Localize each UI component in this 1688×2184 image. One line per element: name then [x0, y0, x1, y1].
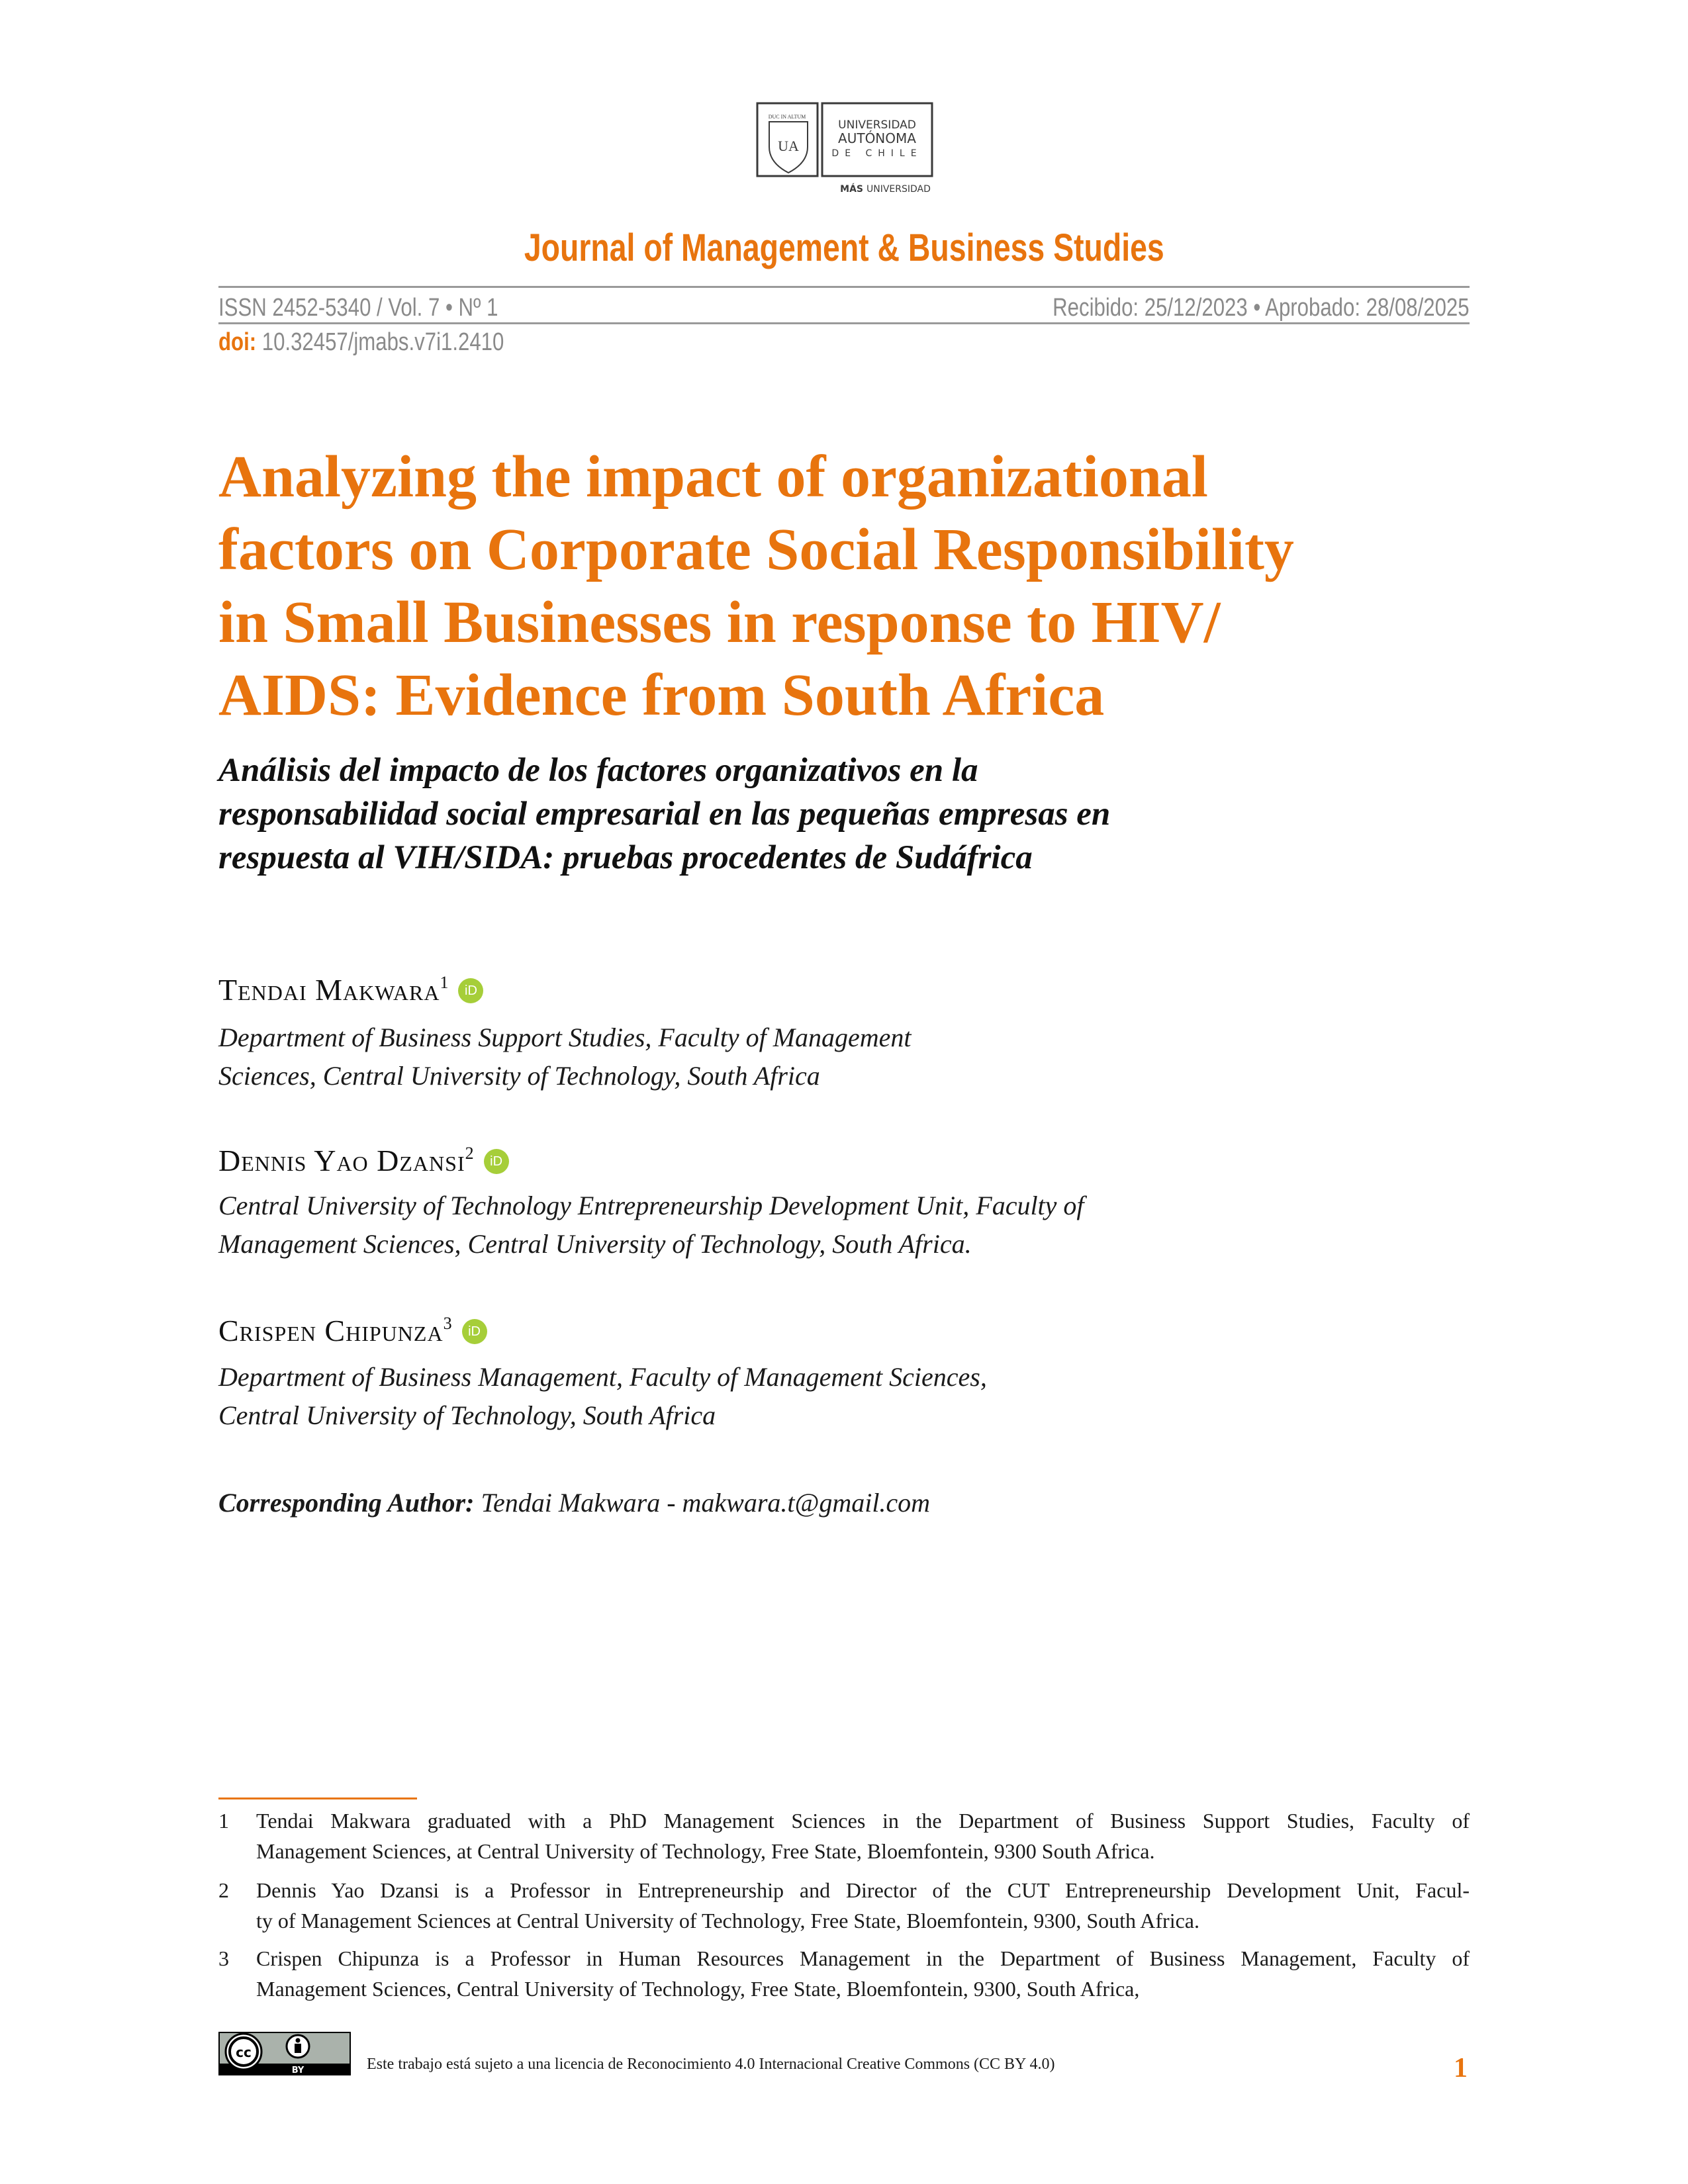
- article-title-line: in Small Businesses in response to HIV/: [218, 590, 1221, 655]
- corresponding-author-label: Corresponding Author:: [218, 1488, 475, 1518]
- author-2-affiliation-line: Central University of Technology Entrepreneurship Development Unit, Faculty of: [218, 1191, 1084, 1220]
- author-1-affiliation-line: Sciences, Central University of Technology, South Africa: [218, 1061, 820, 1091]
- received-approved-dates: [961, 295, 1470, 320]
- logo-tagline-rest: UNIVERSIDAD: [867, 184, 931, 195]
- footnote-ref[interactable]: 2: [465, 1144, 475, 1163]
- footnote-line: Tendai Makwara graduated with a PhD Management Sciences in the Department of Business Support Studies, Faculty of: [256, 1809, 1470, 1833]
- header-top-rule: [218, 286, 1470, 288]
- cc-by-icon[interactable]: [218, 2032, 351, 2075]
- issn-text: ISSN 2452-5340 / Vol. 7 • Nº 1: [218, 294, 498, 322]
- footnote-line: Management Sciences, at Central University of Technology, Free State, Bloemfontein, 9300 South Africa.: [256, 1839, 1155, 1863]
- author-name: Tendai Makwara: [218, 973, 440, 1007]
- logo-name-line2: AUTÓNOMA: [838, 130, 916, 146]
- article-title-line: AIDS: Evidence from South Africa: [218, 662, 1105, 728]
- dates-text: Recibido: 25/12/2023 • Aprobado: 28/08/2025: [1053, 294, 1470, 322]
- journal-title-text: Journal of Management & Business Studies: [524, 226, 1164, 269]
- footnote-number: 1: [218, 1809, 229, 1833]
- logo-monogram: UA: [778, 138, 799, 154]
- footnote-line: Crispen Chipunza is a Professor in Human Resources Management in the Department of Business Management, Faculty of: [256, 1946, 1470, 1970]
- logo-name-line1: UNIVERSIDAD: [838, 118, 916, 132]
- page-number: 1: [1454, 2053, 1468, 2083]
- footnote-ref[interactable]: 3: [443, 1314, 453, 1333]
- author-name: Dennis Yao Dzansi: [218, 1144, 465, 1177]
- article-title-line: factors on Corporate Social Responsibility: [218, 517, 1294, 582]
- author-name: Crispen Chipunza: [218, 1314, 444, 1347]
- spanish-title-line: responsabilidad social empresarial en las pequeñas empresas en: [218, 796, 1111, 833]
- logo-motto: DUC IN ALTUM: [768, 114, 806, 120]
- author-1-affiliation-line: Department of Business Support Studies, Faculty of Management: [218, 1023, 912, 1052]
- footnote-number: 3: [218, 1946, 229, 1970]
- author-3-affiliation-line: Department of Business Management, Faculty of Management Sciences,: [218, 1362, 987, 1392]
- author-3: [218, 1316, 487, 1346]
- footnote-line: ty of Management Sciences at Central University of Technology, Free State, Bloemfontein, 9300, South Africa.: [256, 1909, 1199, 1933]
- footnote-ref[interactable]: 1: [440, 973, 449, 992]
- doi-label: doi:: [218, 328, 257, 356]
- by-text: BY: [291, 2066, 305, 2075]
- orcid-icon[interactable]: iD: [462, 1319, 487, 1344]
- header-bottom-rule: [218, 322, 1470, 324]
- author-3-affiliation-line: Central University of Technology, South Africa: [218, 1400, 716, 1430]
- cc-text: cc: [236, 2044, 252, 2060]
- footnote-separator: [218, 1797, 417, 1799]
- orcid-icon[interactable]: iD: [484, 1149, 509, 1174]
- university-logo: [756, 102, 933, 196]
- author-1: [218, 975, 483, 1005]
- journal-title: [0, 226, 1688, 269]
- footnote-number: 2: [218, 1878, 229, 1902]
- orcid-icon[interactable]: iD: [458, 978, 483, 1003]
- doi: [218, 330, 567, 355]
- logo-tagline-bold: MÁS: [840, 184, 863, 195]
- license-text: Este trabajo está sujeto a una licencia de Reconocimiento 4.0 Internacional Creative Commons (CC BY 4.0): [367, 2056, 1055, 2073]
- article-title-line: Analyzing the impact of organizational: [218, 444, 1208, 510]
- logo-name-line3: DE CHILE: [831, 148, 923, 159]
- author-2: [218, 1146, 509, 1176]
- issn-volume: [218, 295, 559, 320]
- spanish-title-line: Análisis del impacto de los factores organizativos en la: [218, 752, 978, 789]
- corresponding-author: [218, 1490, 930, 1516]
- corresponding-author-contact[interactable]: Tendai Makwara - makwara.t@gmail.com: [474, 1488, 931, 1518]
- footnote-line: Dennis Yao Dzansi is a Professor in Entrepreneurship and Director of the CUT Entrepreneurship Development Unit, Facul-: [256, 1878, 1470, 1902]
- footnote-line: Management Sciences, Central University of Technology, Free State, Bloemfontein, 9300, South Africa,: [256, 1977, 1140, 2001]
- doi-link[interactable]: 10.32457/jmabs.v7i1.2410: [261, 328, 504, 356]
- author-2-affiliation-line: Management Sciences, Central University of Technology, South Africa.: [218, 1229, 972, 1259]
- spanish-title-line: respuesta al VIH/SIDA: pruebas procedentes de Sudáfrica: [218, 839, 1033, 876]
